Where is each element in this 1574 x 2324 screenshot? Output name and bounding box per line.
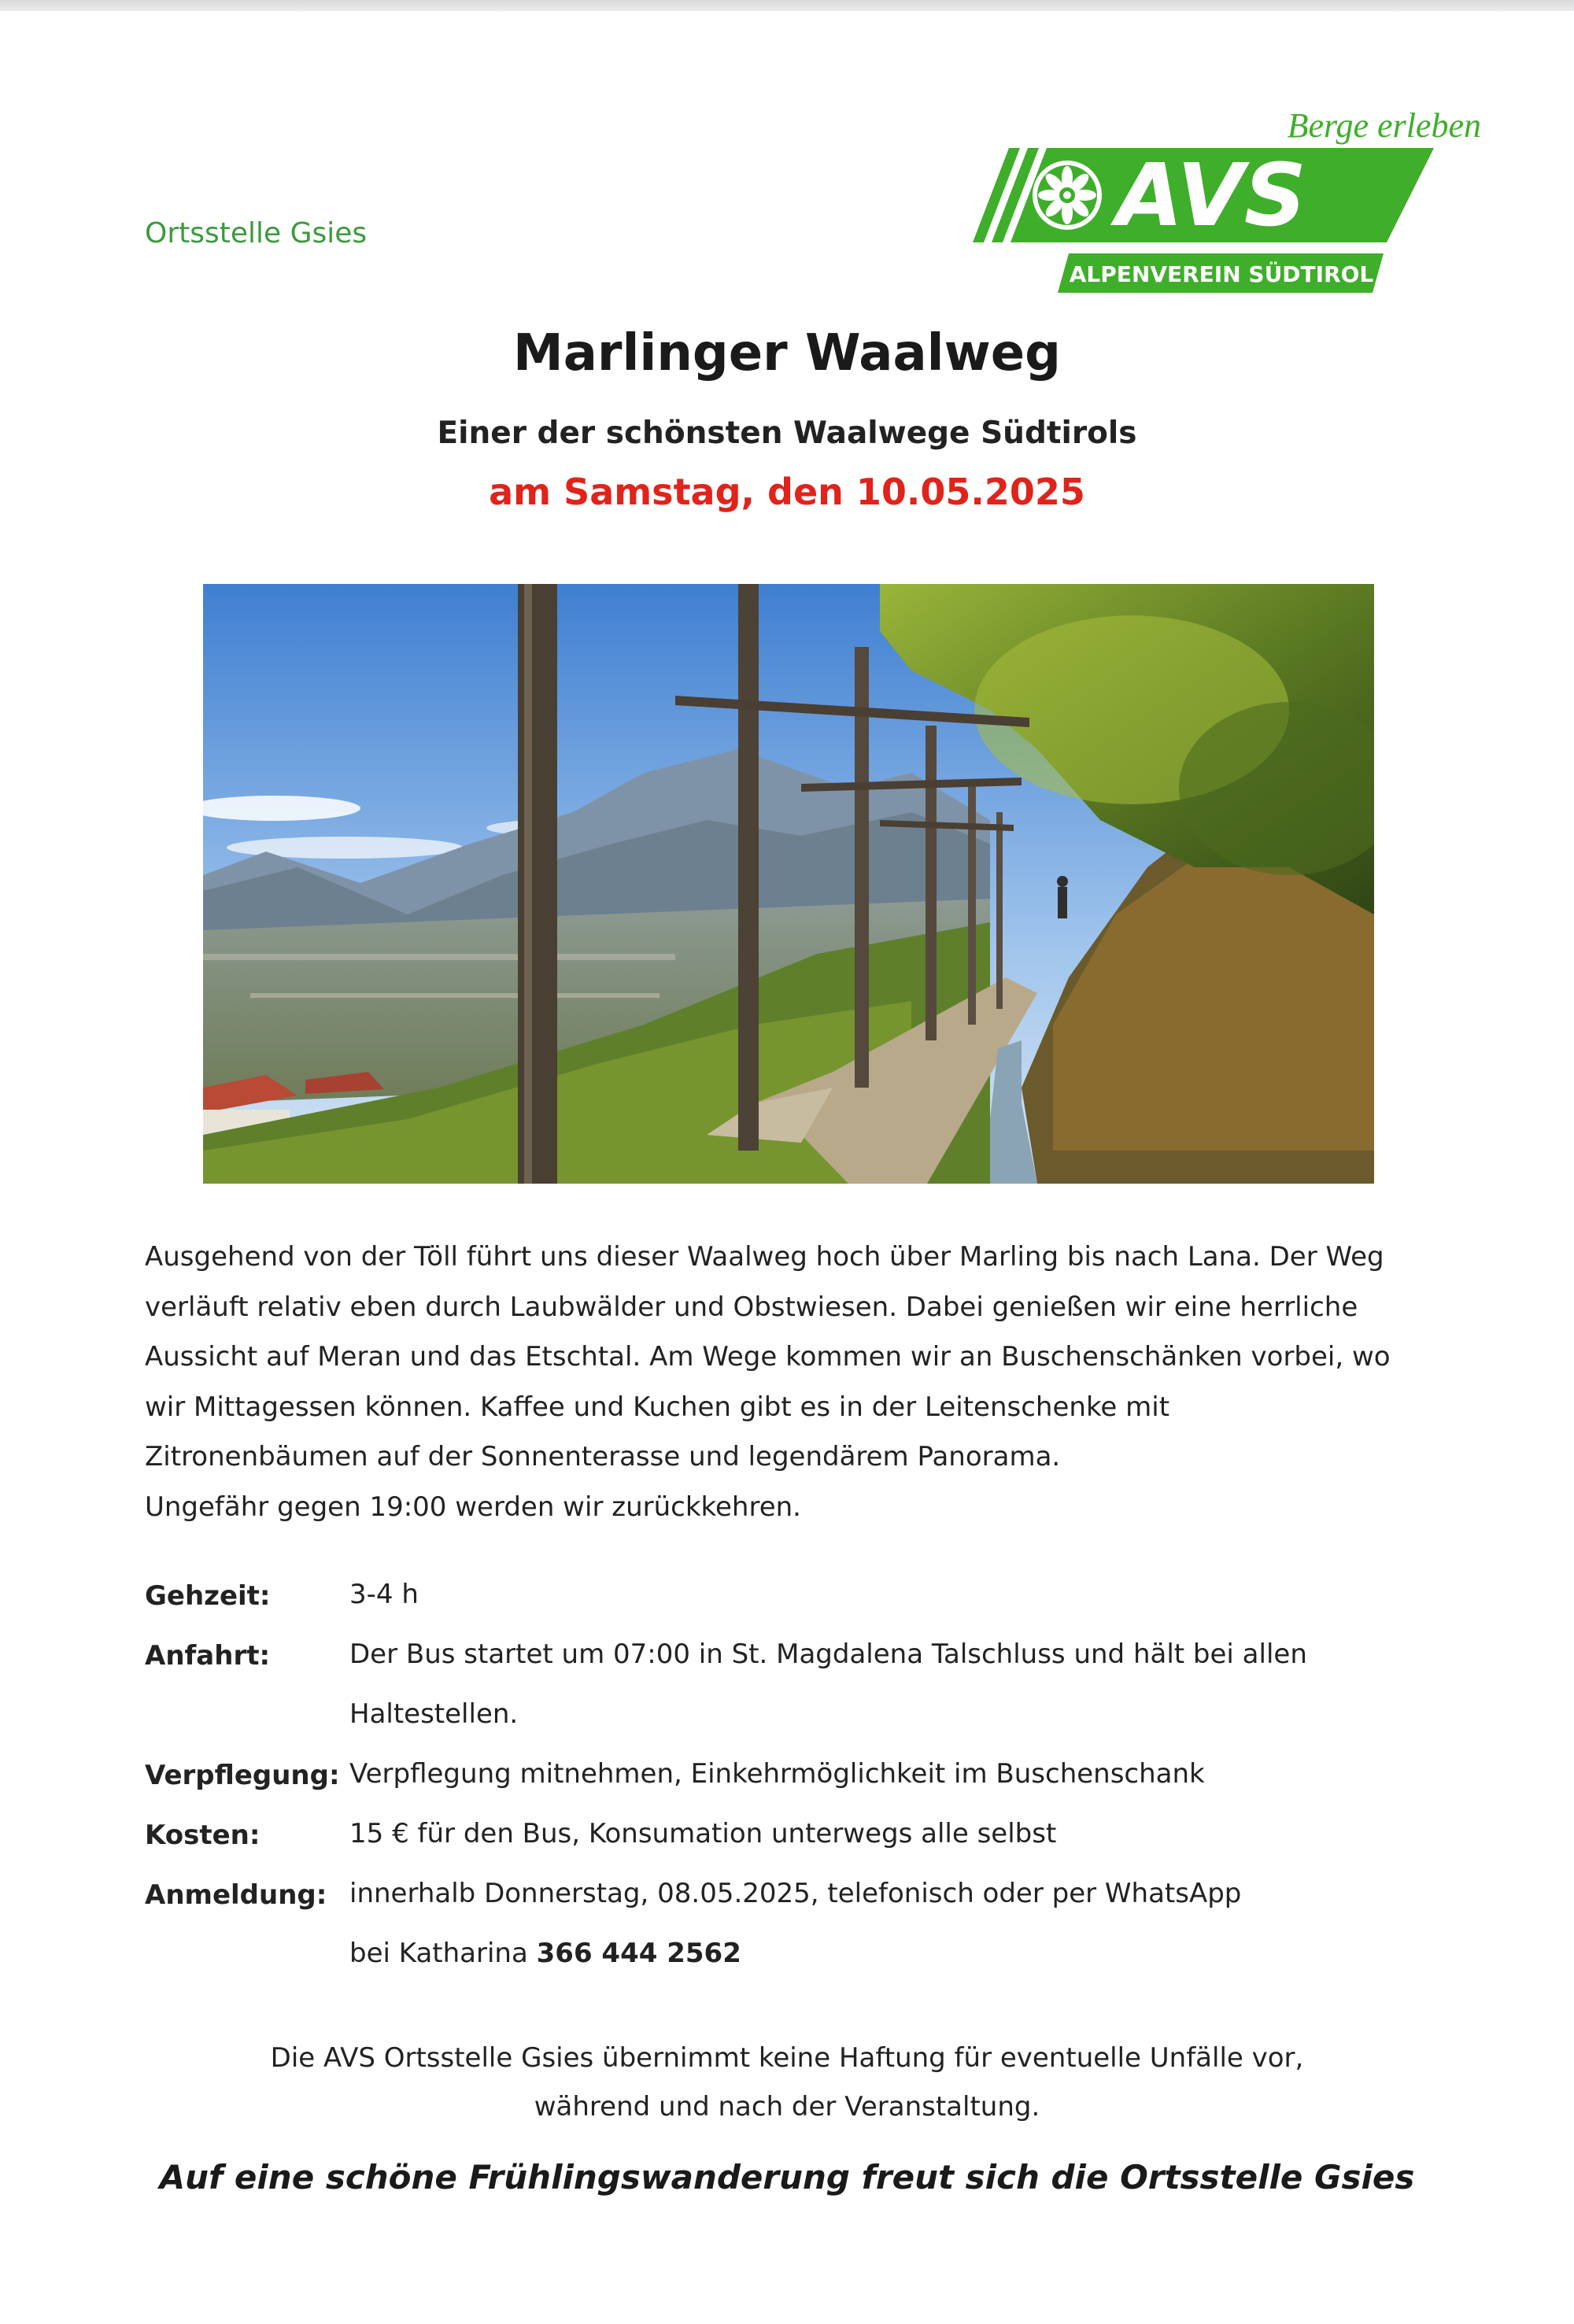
detail-value: Verpflegung mitnehmen, Einkehrmöglichkeit im Buschenschank (349, 1758, 1205, 1790)
logo-tagline: Berge erleben (1287, 106, 1481, 145)
event-subtitle: Einer der schönsten Waalwege Südtirols (437, 416, 1137, 451)
detail-value: Der Bus startet um 07:00 in St. Magdalena Talschluss und hält bei allen Haltestellen. (349, 1639, 1307, 1730)
detail-value: innerhalb Donnerstag, 08.05.2025, telefonisch oder per WhatsApp bei Katharina 366 444 2562 (349, 1878, 1242, 1969)
description-line: Aussicht auf Meran und das Etschtal. Am Wege kommen wir an Buschenschänken vorbei, wo (145, 1341, 1391, 1373)
description-line: Zitronenbäumen auf der Sonnenterasse und legendärem Panorama. (145, 1441, 1061, 1472)
description-line: Ungefähr gegen 19:00 werden wir zurückkehren. (145, 1491, 801, 1523)
description (145, 1232, 1451, 1532)
logo-name: AVS (1116, 145, 1307, 246)
detail-label: Anmeldung: (145, 1879, 327, 1911)
contact-name: bei Katharina (349, 1938, 537, 1969)
phone-number[interactable]: 366 444 2562 (536, 1938, 741, 1969)
detail-label: Verpflegung: (145, 1760, 340, 1791)
disclaimer (0, 2034, 1574, 2131)
event-date: am Samstag, den 10.05.2025 (489, 471, 1085, 513)
detail-value: 15 € für den Bus, Konsumation unterwegs alle selbst (349, 1818, 1057, 1849)
org-label: Ortsstelle Gsies (145, 217, 368, 249)
disclaimer-line: während und nach der Veranstaltung. (534, 2091, 1040, 2123)
detail-anfahrt (145, 1640, 1451, 1760)
logo-subline: ALPENVEREIN SÜDTIROL (1069, 261, 1374, 287)
avs-logo (962, 99, 1487, 296)
page-top-edge (0, 0, 1574, 11)
description-line: wir Mittagessen können. Kaffee und Kuchen gibt es in der Leitenschenke mit (145, 1391, 1170, 1423)
description-line: verläuft relativ eben durch Laubwälder und Obstwiesen. Dabei genießen wir eine herrliche (145, 1291, 1358, 1323)
trail-photo (203, 584, 1374, 1184)
details-list (145, 1580, 1451, 1999)
detail-value: 3-4 h (349, 1579, 419, 1610)
detail-label: Anfahrt: (145, 1640, 271, 1672)
closing-line: Auf eine schöne Frühlingswanderung freut sich die Ortsstelle Gsies (159, 2158, 1415, 2197)
detail-label: Kosten: (145, 1820, 260, 1851)
detail-label: Gehzeit: (145, 1580, 271, 1612)
disclaimer-line: Die AVS Ortsstelle Gsies übernimmt keine Haftung für eventuelle Unfälle vor, (270, 2042, 1304, 2074)
event-title: Marlinger Waalweg (513, 324, 1061, 382)
detail-anmeldung (145, 1879, 1451, 1999)
edelweiss-icon (1033, 161, 1102, 230)
description-line: Ausgehend von der Töll führt uns dieser Waalweg hoch über Marling bis nach Lana. Der Weg (145, 1241, 1384, 1273)
